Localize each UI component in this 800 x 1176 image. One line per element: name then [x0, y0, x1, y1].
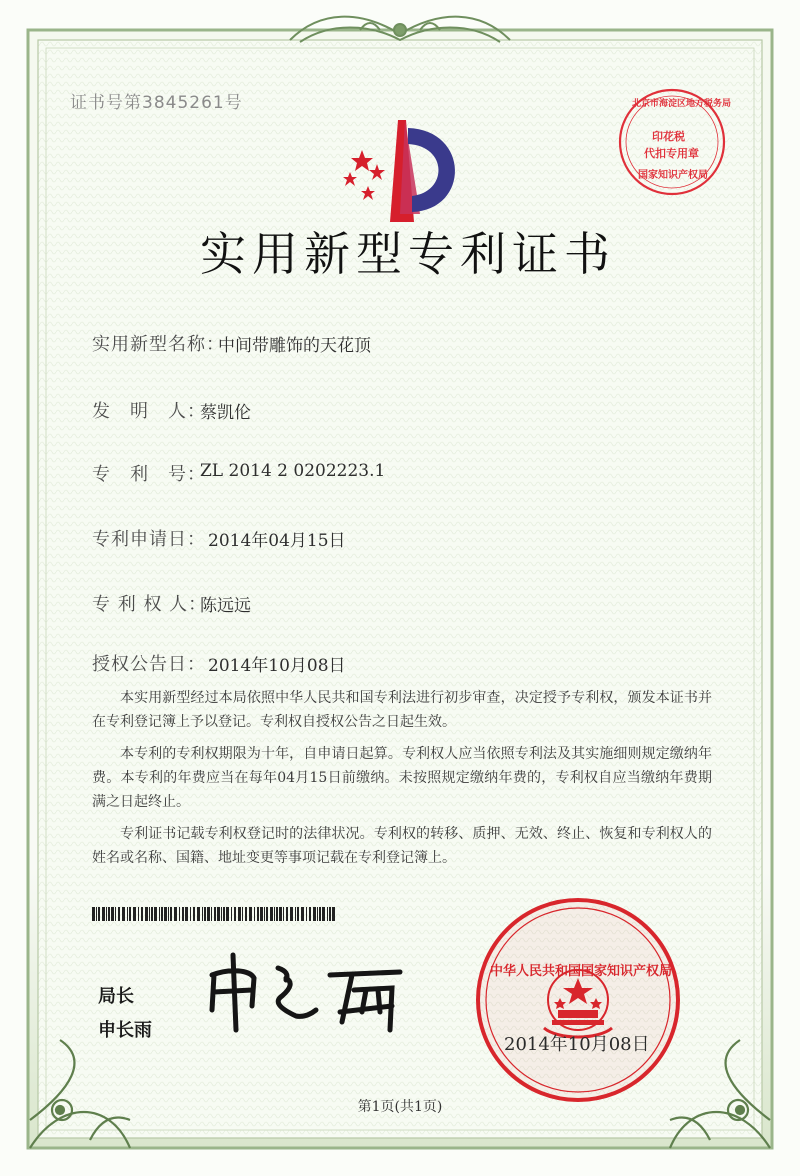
stamp-bottom-text: 国家知识产权局 — [638, 170, 708, 181]
body-paragraph: 专利证书记载专利权登记时的法律状况。专利权的转移、质押、无效、终止、恢复和专利权人的姓名或名称、国籍、地址变更等事项记载在专利登记簿上。 — [92, 826, 712, 866]
field-label: 实用新型名称： — [92, 334, 225, 355]
seal-text: 中华人民共和国国家知识产权局 — [490, 964, 673, 979]
field-label: 专 利 权 人： — [92, 594, 208, 615]
stamp-center-line2: 代扣专用章 — [644, 147, 699, 160]
signatory-role: 局长 — [98, 986, 134, 1007]
field-label: 专 利 号： — [92, 464, 206, 485]
body-paragraph: 本实用新型经过本局依照中华人民共和国专利法进行初步审查，决定授予专利权，颁发本证书并在专利登记簿上予以登记。专利权自授权公告之日起生效。 — [92, 690, 712, 730]
field-value: 2014年04月15日 — [208, 531, 346, 551]
field-value: ZL 2014 2 0202223.1 — [200, 461, 386, 481]
page-title: 实用新型专利证书 — [200, 227, 616, 281]
certificate-number: 证书号第3845261号 — [70, 93, 243, 113]
page-number: 第1页(共1页) — [357, 1099, 443, 1115]
stamp-center-line1: 印花税 — [652, 130, 685, 143]
official-seal — [478, 900, 678, 1100]
field-value: 2014年10月08日 — [208, 656, 346, 676]
body-paragraph: 本专利的专利权期限为十年，自申请日起算。专利权人应当依照专利法及其实施细则规定缴纳年费。本专利的年费应当在每年04月15日前缴纳。未按照规定缴纳年费的，专利权自应当缴纳年费期满之日起终止。 — [92, 746, 712, 810]
field-value: 中间带雕饰的天花顶 — [218, 336, 371, 356]
field-value: 蔡凯伦 — [200, 403, 251, 423]
stamp-ring-text: 北京市海淀区地方税务局 — [632, 99, 732, 109]
seal-date: 2014年10月08日 — [504, 1034, 650, 1055]
signatory-name: 申长雨 — [98, 1020, 152, 1041]
certificate-body — [92, 686, 712, 878]
field-value: 陈远远 — [200, 596, 251, 616]
field-label: 专利申请日： — [92, 529, 206, 550]
field-label: 发 明 人： — [92, 401, 206, 422]
field-label: 授权公告日： — [92, 654, 206, 675]
